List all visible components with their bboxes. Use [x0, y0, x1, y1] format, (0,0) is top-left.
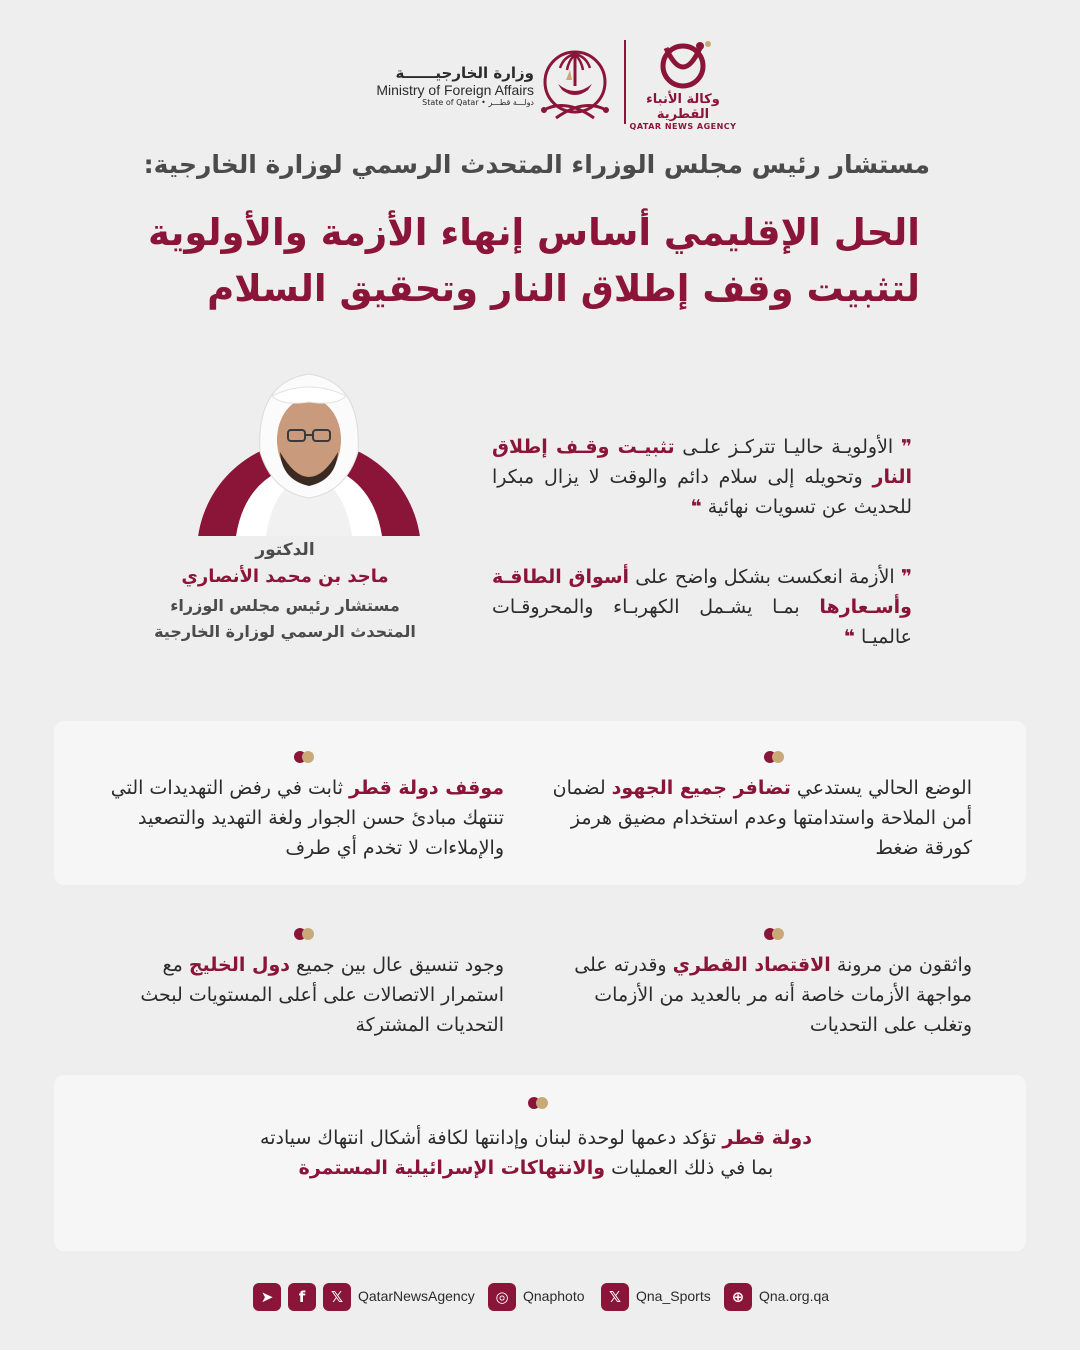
bullet-dots-icon: [764, 751, 786, 763]
point-1-text-c: لضمان أمن الملاحة واستدامتها وعدم استخدام مضيق هرمز كورقة ضغط: [552, 777, 972, 859]
quote-2: [492, 562, 912, 652]
point-4-text-c: مع استمرار الاتصالات على أعلى المستويات لبحث التحديات المشتركة: [140, 954, 504, 1036]
quote-open-mark: ❞: [900, 436, 912, 458]
points-card-2: [54, 1075, 1026, 1251]
qna-name-ar: وكالة الأنباء القطرية: [646, 92, 720, 122]
point-5-highlight: دولة قطر: [722, 1127, 812, 1149]
person-role-line-1: مستشار رئيس مجلس الوزراء: [170, 596, 400, 615]
website-link[interactable]: Qna.org.qa: [759, 1288, 830, 1304]
point-4-text-a: وجود تنسيق عال بين جميع: [290, 954, 504, 976]
page-title: [120, 205, 920, 317]
mofa-state: State of Qatar • دولـــة قطـــر: [422, 98, 534, 107]
title-line-2: لتثبيت وقف إطلاق النار وتحقيق السلام: [207, 267, 920, 310]
person-role-line-2: المتحدث الرسمي لوزارة الخارجية: [154, 622, 416, 641]
point-5-highlight-2: والانتهاكات الإسرائيلية المستمرة: [298, 1157, 606, 1179]
point-5: [256, 1123, 816, 1183]
quote-2-highlight: أسواق الطاقـة وأسـعارها: [492, 566, 912, 618]
portrait-image: [196, 352, 422, 536]
title-line-1: الحل الإقليمي أساس إنهاء الأزمة والأولوية: [148, 211, 920, 254]
point-2-highlight: موقف دولة قطر: [349, 777, 504, 799]
bullet-dots-icon: [764, 928, 786, 940]
point-4-highlight: دول الخليج: [188, 954, 291, 976]
quote-open-mark: ❞: [900, 566, 912, 588]
quote-1: [492, 432, 912, 522]
bullet-dots-icon: [528, 1097, 550, 1109]
qnaphoto-handle-link[interactable]: Qnaphoto: [523, 1288, 585, 1304]
qna-logo: [628, 38, 738, 131]
quote-1-text-a: الأولويـة حاليـا تتركـز علـى: [674, 436, 894, 458]
person-role: [130, 593, 440, 645]
point-3-text-a: واثقون من مرونة: [830, 954, 972, 976]
qatar-emblem-icon: [536, 40, 614, 126]
point-3: [552, 950, 972, 1040]
qna-sports-handle-link[interactable]: Qna_Sports: [636, 1288, 711, 1304]
x-icon[interactable]: 𝕏: [323, 1283, 351, 1311]
point-2: [104, 773, 504, 863]
quote-2-text-a: الأزمة انعكست بشكل واضح على: [629, 566, 895, 588]
point-5-text-c: تؤكد دعمها لوحدة لبنان وإدانتها لكافة أشكال انتهاك سيادته بما في ذلك العمليات: [260, 1127, 774, 1179]
point-1-highlight: تضافر جميع الجهود: [611, 777, 791, 799]
instagram-icon[interactable]: ◎: [488, 1283, 516, 1311]
person-name: ماجد بن محمد الأنصاري: [181, 566, 389, 587]
bullet-dots-icon: [294, 751, 316, 763]
subtitle: مستشار رئيس مجلس الوزراء المتحدث الرسمي لوزارة الخارجية:: [143, 150, 930, 179]
point-3-text-c: وقدرته على مواجهة الأزمات خاصة أنه مر بالعديد من الأزمات وتغلب على التحديات: [574, 954, 972, 1036]
telegram-icon[interactable]: ➤: [253, 1283, 281, 1311]
mofa-name-ar: وزارة الخارجيــــــة: [395, 64, 534, 82]
facebook-icon[interactable]: f: [288, 1283, 316, 1311]
logo-divider: [624, 40, 626, 124]
footer-social: [0, 1283, 1080, 1315]
quote-close-mark: ❝: [690, 496, 702, 518]
qna-handle-link[interactable]: QatarNewsAgency: [358, 1288, 475, 1304]
mofa-name-en: Ministry of Foreign Affairs: [376, 82, 534, 98]
point-2-text-c: ثابت في رفض التهديدات التي تنتهك مبادئ حسن الجوار ولغة التهديد والتصعيد والإملاءات لا تخدم أي طرف: [110, 777, 504, 859]
person-honorific: الدكتور: [255, 540, 315, 560]
quote-1-highlight: تثبيـت وقـف إطلاق النار: [492, 436, 912, 488]
quote-1-text-c: وتحويله إلى سلام دائم والوقت لا يزال مبكرا للحديث عن تسويات نهائية: [492, 466, 912, 518]
point-1: [552, 773, 972, 863]
bullet-dots-icon: [294, 928, 316, 940]
qna-mark-icon: [648, 38, 718, 90]
person-caption: [130, 540, 440, 645]
quote-2-text-c: بمـا يشـمل الكهربـاء والمحروقـات عالميـا: [492, 596, 912, 648]
point-1-text-a: الوضع الحالي يستدعي: [790, 777, 972, 799]
header-logos: [0, 34, 1080, 134]
quote-close-mark: ❝: [843, 626, 855, 648]
point-4: [104, 950, 504, 1040]
qna-name-en: QATAR NEWS AGENCY: [629, 122, 737, 131]
points-card-1: [54, 721, 1026, 885]
point-3-highlight: الاقتصاد القطري: [672, 954, 831, 976]
x-icon[interactable]: 𝕏: [601, 1283, 629, 1311]
globe-icon[interactable]: ⊕: [724, 1283, 752, 1311]
mofa-logo: [338, 64, 534, 107]
